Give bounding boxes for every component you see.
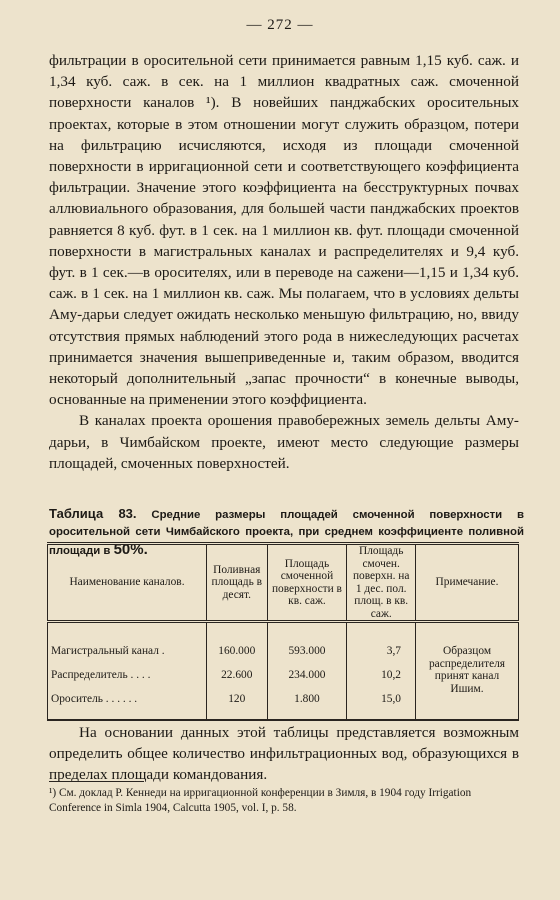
- row-wetted-per-desyatina: 10,2: [381, 669, 401, 681]
- table-caption-text: Средние размеры площадей смоченной поверхности в оросительной сети Чимбайского проекта, при среднем коэффициенте поливной площади в: [49, 509, 524, 557]
- header-wetted-per-desyatina: Площадь смочен. поверхн. на 1 дес. пол. площ. в кв. саж.: [347, 544, 416, 622]
- table-bottom-spacer: [48, 711, 519, 720]
- paragraph-conclusion: На основании данных этой таблицы представляется возможным определить общее количество инфильтрационных вод, образующихся в пределах площади командования.: [49, 724, 519, 784]
- row-name: Ороситель . . . . . .: [51, 693, 138, 705]
- header-canal-name: Наименование каналов.: [48, 544, 207, 622]
- header-note: Примечание.: [416, 544, 519, 622]
- row-wetted-per-desyatina: 15,0: [381, 693, 401, 705]
- footnote-rule: [49, 781, 144, 782]
- row-name: Распределитель . . . .: [51, 669, 151, 681]
- row-irrigated-area: 22.600: [221, 669, 253, 681]
- paragraph-filtration: фильтрации в оросительной сети принимается равным 1,15 куб. саж. и 1,34 куб. саж. в сек. на 1 миллион квадратных саж. смоченной поверхности каналов ¹). В новейших панджабских оросительных проектах, которые в этом отношении могут служить образцом, потери на фильтрацию исчисляются, исходя из площади смоченной поверхности в ирригационной сети и соответствующего коэффициента фильтрации. Значение этого коэффициента на бесструктурных почвах аллювиального образования, для большей части панджабских проектов равняется 8 куб. фут. в 1 сек. на 1 миллион кв. фут. площади смоченной поверхности в магистральных каналах и распределителях и 9,4 куб. фут. в 1 сек.—в оросителях, или в переводе на сажени—1,15 и 1,34 куб. саж. в 1 сек. на 1 миллион кв. саж. Мы полагаем, что в условиях дельты Аму-дарьи следует ожидать несколько меньшую фильтрацию, но, ввиду отсутствия прямых наблюдений этого рода в нижеследующих расчетах принимается значения вышеприведенные и, таким образом, вводится некоторый дополнительный „запас прочности“ в конечные выводы, основанные на применении этого коэффициента.: [49, 52, 519, 409]
- row-wetted-area: 1.800: [294, 693, 320, 705]
- paragraph-chimbay: В каналах проекта орошения правобережных земель дельты Аму-дарьи, в Чимбайском проекте, имеют место следующие размеры площадей, смоченных поверхностей.: [49, 412, 519, 472]
- table-row: [48, 622, 519, 712]
- row-name: Магистральный канал .: [51, 645, 165, 657]
- wetted-area-table: [47, 542, 519, 721]
- row-note: Образцом распределителя принят канал Ишим.: [416, 622, 519, 712]
- table-label: Таблица 83.: [49, 506, 137, 521]
- footnote: ¹) См. доклад Р. Кеннеди на ирригационной конференции в Зимля, в 1904 году Irrigation Conference in Simla 1904, Calcutta 1905, vol. I, p. 58.: [49, 787, 472, 814]
- row-irrigated-area: 160.000: [218, 645, 256, 657]
- table-caption-percent: 50%.: [113, 541, 148, 558]
- page-number: — 272 —: [246, 17, 314, 33]
- row-wetted-area: 234.000: [288, 669, 326, 681]
- row-irrigated-area: 120: [228, 693, 246, 705]
- header-irrigated-area: Поливная площадь в десят.: [207, 544, 268, 622]
- row-wetted-area: 593.000: [288, 645, 326, 657]
- table-header-row: [48, 544, 519, 622]
- main-text: [49, 50, 519, 474]
- row-wetted-per-desyatina: 3,7: [386, 645, 401, 657]
- header-wetted-area: Площадь смоченной поверхности в кв. саж.: [267, 544, 347, 622]
